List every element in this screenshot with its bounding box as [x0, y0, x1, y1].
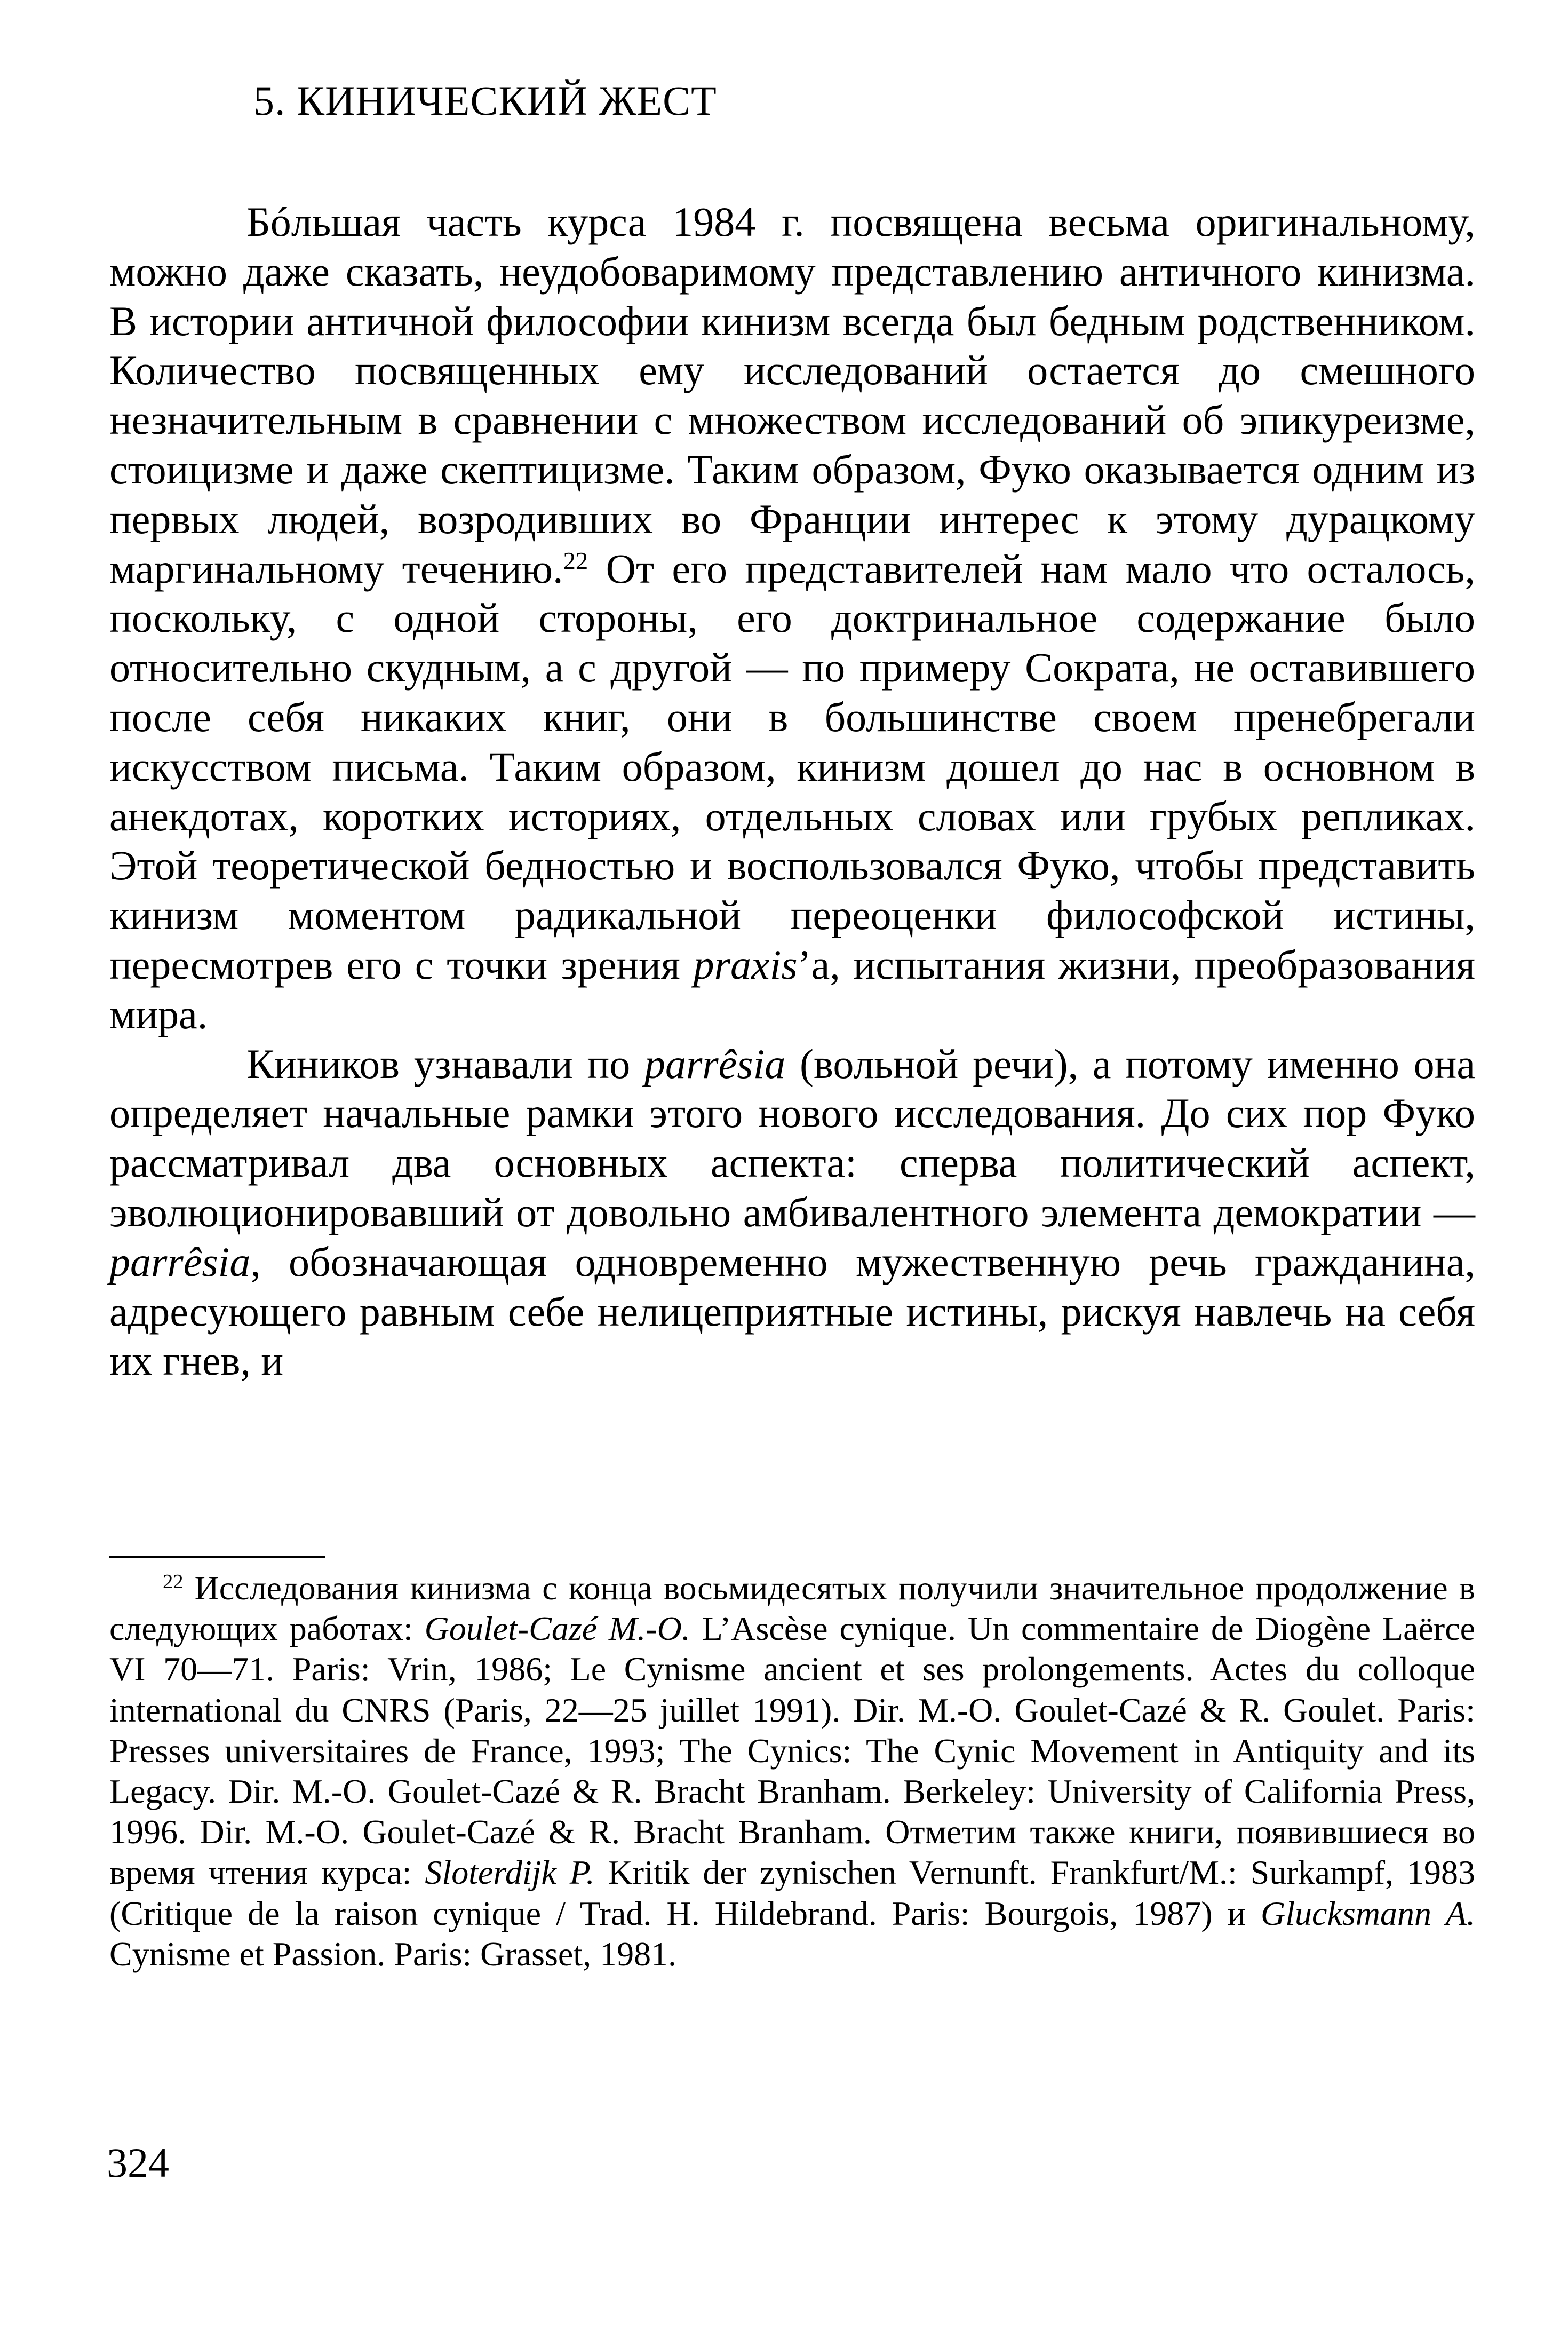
- footnote-divider: [109, 1556, 325, 1558]
- paragraph-1-text-b: От его представителей нам мало что осталось, поскольку, с одной стороны, его доктринальное содержание было относительно скудным, а с другой — по примеру Сократа, не оставившего после себя никаких книг, они в большинстве своем пренебрегали искусством письма. Таким образом, кинизм дошел до нас в основном в анекдотах, коротких историях, отдельных словах или грубых репликах. Этой теоретической бедностью и воспользовался Фуко, чтобы представить кинизм моментом радикальной переоценки философской истины, пересмотрев его с точки зрения: [109, 545, 1475, 988]
- footnote-author-sloterdijk: Sloterdijk P.: [425, 1853, 595, 1892]
- term-parresia: parrêsia: [644, 1040, 786, 1087]
- paragraph-1-text-a: Бóльшая часть курса 1984 г. посвящена весьма оригинальному, можно даже сказать, неудобоваримому представлению античного кинизма. В истории античной философии кинизм всегда был бедным родственником. Количество посвященных ему исследований остается до смешного незначительным в сравнении с множеством исследований об эпикуреизме, стоицизме и даже скептицизме. Таким образом, Фуко оказывается одним из первых людей, возродивших во Франции интерес к этому дурацкому маргинальному течению.: [109, 199, 1475, 592]
- footnote-author-goulet-caze: Goulet-Cazé M.-O.: [424, 1609, 690, 1648]
- footnote-text-c: Kritik der zynischen Vernunft. Frankfurt/M.: Surkampf, 1983 (Critique de la raison cynique / Trad. H. Hildebrand. Paris: Bourgois, 1987) и: [109, 1853, 1476, 1932]
- main-text: [109, 197, 1475, 1386]
- footnote-22: [109, 1568, 1475, 1975]
- term-parresia-2: parrêsia: [109, 1238, 251, 1285]
- paragraph-2-text-a: Киников узнавали по: [246, 1040, 644, 1087]
- footnote-author-glucksmann: Glucksmann A.: [1261, 1894, 1476, 1932]
- footnote-reference[interactable]: 22: [563, 546, 588, 575]
- paragraph-2-text-b: (вольной речи), а потому именно она определяет начальные рамки этого нового исследования. До сих пор Фуко рассматривал два основных аспекта: сперва политический аспект, эволюционировавший от довольно амбивалентного элемента демократии —: [109, 1040, 1475, 1235]
- paragraph-1-text-c: ’а, испытания жизни, преобразования мира.: [109, 941, 1475, 1037]
- paragraph-1: [109, 197, 1475, 1040]
- footnote-number: 22: [163, 1570, 184, 1593]
- section-title: 5. КИНИЧЕСКИЙ ЖЕСТ: [253, 77, 717, 124]
- page-number: 324: [107, 2139, 169, 2186]
- footnote-text-d: Cynisme et Passion. Paris: Grasset, 1981.: [109, 1934, 677, 1973]
- paragraph-2-text-c: , обозначающая одновременно мужественную речь гражданина, адресующего равным себе нелицеприятные истины, рискуя навлечь на себя их гнев, и: [109, 1238, 1475, 1384]
- paragraph-2: [109, 1040, 1475, 1386]
- footnote-text-a: Исследования кинизма с конца восьмидесятых получили значительное продолжение в следующих работах:: [109, 1569, 1475, 1648]
- footnote-text-b: L’Ascèse cynique. Un commentaire de Diogène Laërce VI 70—71. Paris: Vrin, 1986; Le Cynisme ancient et ses prolongements. Actes du colloque international du CNRS (Paris, 22—25 juillet 1991). Dir. M.-O. Goulet-Cazé & R. Goulet. Paris: Presses universitaires de France, 1993; The Cynics: The Cynic Movement in Antiquity and its Legacy. Dir. M.-O. Goulet-Cazé & R. Bracht Branham. Berkeley: University of California Press, 1996. Dir. M.-O. Goulet-Cazé & R. Bracht Branham. Отметим также книги, появившиеся во время чтения курса:: [109, 1609, 1476, 1892]
- term-praxis: praxis: [693, 941, 798, 988]
